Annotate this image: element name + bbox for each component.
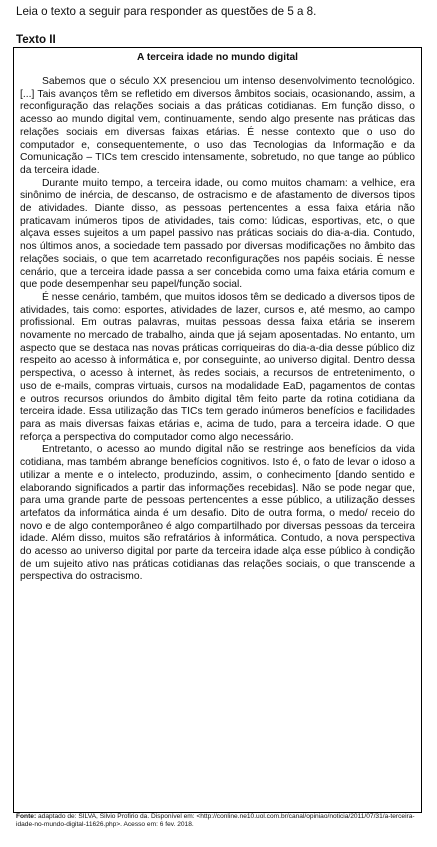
article-paragraph-2: Durante muito tempo, a terceira idade, ou como muitos chamam: a velhice, era sinônimo de inércia, de descanso, de ostracismo e de afastamento de diversos tipos de atividades. Diante disso, as pessoas pertencentes a essa faixa etária não praticavam inúmeros tipos de atividades, tais como: lúdicas, esportivas, etc, o que alçava esses sujeitos a um papel passivo nas práticas sociais do dia-a-dia. Contudo, nos últimos anos, a sociedade tem passado por diversas modificações no âmbito das relações sociais, o que tem acarretado reconfigurações nos papéis sociais. É nesse cenário, que a terceira idade passa a ser concebida como uma faixa etária comum e que pode desempenhar seu papel/função social. — [20, 177, 415, 291]
article-paragraph-4: Entretanto, o acesso ao mundo digital não se restringe aos benefícios da vida cotidiana, mas também abrange benefícios cognitivos. Isto é, o fato de levar o idoso a utilizar a mente e o intelecto, produzindo, assim, o conhecimento [dando sentido e elaborando significados a partir das informações recebidas]. Não se pode negar que, para uma grande parte de pessoas pertencentes a esse público, a utilização desses artefatos da informática ainda é um desafio. Dito de outra forma, o medo/ receio do novo e de algo contemporâneo é algo compartilhado por diversas pessoas da terceira idade. Além disso, muitos são refratários à informática. Contudo, a nova perspectiva do acesso ao universo digital por parte da terceira idade alça esse público à condição de um sujeito ativo nas práticas cotidianas das relações sociais, o que transcende a perspectiva do ostracismo. — [20, 444, 415, 583]
source-text: adaptado de: SILVA, Silvio Profirio da. Disponível em: <http://conline.ne10.uol.com.br/canal/opiniao/noticia/2011/07/31/a-terceira-idade-no-mundo-digital-11626.php>. Acesso em: 6 fev. 2018. — [16, 813, 415, 828]
source-citation — [16, 813, 421, 829]
article-title: A terceira idade no mundo digital — [137, 52, 298, 63]
text-label: Texto II — [16, 33, 56, 46]
source-label: Fonte: — [16, 813, 37, 820]
article-box — [13, 47, 422, 813]
article-paragraph-3: É nesse cenário, também, que muitos idosos têm se dedicado a diversos tipos de atividades, tais como: esportes, atividades de lazer, cursos e, até mesmo, ao campo profissional. Em outras palavras, muitas pessoas dessa faixa etária se inserem novamente no mercado de trabalho, ainda que já sejam aposentadas. No entanto, um aspecto que se destaca nas novas práticas corriqueiras do dia-a-dia desse público diz respeito ao acesso à informática e, por conseguinte, ao universo digital. Dentro dessa perspectiva, o acesso à internet, às redes sociais, a recursos de entretenimento, o uso de e-mails, compras virtuais, cursos na modalidade EaD, pagamentos de contas e outros recursos oriundos do âmbito digital têm feito parte da rotina cotidiana da terceira idade. Essa utilização das TICs tem gerado inúmeros benefícios e facilidades para as mais diversas faixas etárias e, acima de tudo, para a terceira idade. O que reforça a perspectiva do computador como algo necessário. — [20, 291, 415, 443]
article-paragraph-1: Sabemos que o século XX presenciou um intenso desenvolvimento tecnológico. [...] Tais avanços têm se refletido em diversos âmbitos sociais, ocasionando, assim, a reconfiguração das relações sociais a das práticas cotidianas. Em função disso, o acesso ao mundo digital vem, continuamente, sendo algo presente nas práticas das relações sociais em diversas faixas etárias. É nesse contexto que o uso do computador e, consequentemente, o uso das Tecnologias da Informação e da Comunicação – TICs tem crescido intensamente, sobretudo, no que tange ao público da terceira idade. — [20, 76, 415, 176]
question-instruction: Leia o texto a seguir para responder as questões de 5 a 8. — [16, 5, 317, 18]
